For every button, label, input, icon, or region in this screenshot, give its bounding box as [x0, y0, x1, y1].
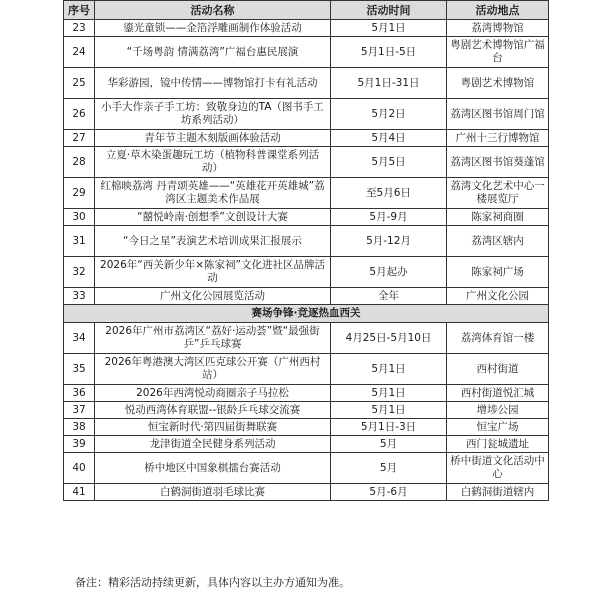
activity-name: 2026年广州市荔湾区“荔好·运动荟”暨“最强街乒”乒乓球赛: [95, 323, 331, 354]
activity-time: 5月1日-31日: [331, 68, 447, 99]
activity-time: 5月: [331, 436, 447, 453]
header-name: 活动名称: [95, 1, 331, 20]
activity-place: 桥中街道文化活动中心: [447, 453, 549, 484]
activity-place: 粤剧艺术博物馆: [447, 68, 549, 99]
activity-place: 恒宝广场: [447, 419, 549, 436]
activity-time: 5月-9月: [331, 209, 447, 226]
row-number: 28: [64, 147, 95, 178]
row-number: 41: [64, 484, 95, 501]
activity-place: 西门瓮城遗址: [447, 436, 549, 453]
section-title: 赛场争锋·竞逐热血西关: [64, 305, 549, 323]
table-row: [64, 385, 549, 402]
activity-name: “囍悦岭南·创想季”文创设计大赛: [95, 209, 331, 226]
table-row: [64, 226, 549, 257]
row-number: 29: [64, 178, 95, 209]
activity-place: 西村街道: [447, 354, 549, 385]
table-row: [64, 37, 549, 68]
activity-time: 5月1日: [331, 402, 447, 419]
activity-place: 荔湾区图书馆周门馆: [447, 99, 549, 130]
row-number: 25: [64, 68, 95, 99]
activity-name: “今日之星”表演艺术培训成果汇报展示: [95, 226, 331, 257]
row-number: 23: [64, 20, 95, 37]
activity-place: 陈家祠广场: [447, 257, 549, 288]
activity-time: 4月25日-5月10日: [331, 323, 447, 354]
activity-time: 全年: [331, 288, 447, 305]
header-time: 活动时间: [331, 1, 447, 20]
activity-name: 龙津街道全民健身系列活动: [95, 436, 331, 453]
table-row: [64, 323, 549, 354]
table-row: [64, 419, 549, 436]
row-number: 33: [64, 288, 95, 305]
table-row: [64, 178, 549, 209]
footnote: 备注：精彩活动持续更新，具体内容以主办方通知为准。: [75, 576, 350, 589]
table-row: [64, 209, 549, 226]
activity-name: 恒宝新时代·第四届街舞联赛: [95, 419, 331, 436]
activity-time: 5月起办: [331, 257, 447, 288]
row-number: 27: [64, 130, 95, 147]
activity-name: 立夏·草木染蛋趣玩工坊（植物科普课堂系列活动）: [95, 147, 331, 178]
row-number: 32: [64, 257, 95, 288]
activity-name: 广州文化公园展览活动: [95, 288, 331, 305]
activity-name: 2026年“西关新少年×陈家祠”文化进社区品牌活动: [95, 257, 331, 288]
activity-place: 荔湾文化艺术中心一楼展览厅: [447, 178, 549, 209]
activity-time: 5月1日-3日: [331, 419, 447, 436]
row-number: 26: [64, 99, 95, 130]
table-row: [64, 354, 549, 385]
activity-time: 5月5日: [331, 147, 447, 178]
header-place: 活动地点: [447, 1, 549, 20]
table-row: [64, 99, 549, 130]
table-row: [64, 68, 549, 99]
activity-name: 2026年粤港澳大湾区匹克球公开赛（广州西村站）: [95, 354, 331, 385]
table-header-row: [64, 1, 549, 20]
row-number: 24: [64, 37, 95, 68]
activity-place: 广州十三行博物馆: [447, 130, 549, 147]
row-number: 35: [64, 354, 95, 385]
table-row: [64, 288, 549, 305]
activity-place: 白鹤洞街道辖内: [447, 484, 549, 501]
header-number: 序号: [64, 1, 95, 20]
activity-place: 荔湾体育馆一楼: [447, 323, 549, 354]
activity-place: 粤剧艺术博物馆广福台: [447, 37, 549, 68]
activity-time: 5月1日-5日: [331, 37, 447, 68]
activity-place: 荔湾区图书馆葵蓬馆: [447, 147, 549, 178]
table-body: [64, 20, 549, 501]
activity-name: “千场粤韵 情满荔湾”广福台惠民展演: [95, 37, 331, 68]
activity-time: 5月1日: [331, 385, 447, 402]
activity-time: 5月: [331, 453, 447, 484]
activity-name: 华彩游园，镜中传情——博物馆打卡有礼活动: [95, 68, 331, 99]
activity-time: 5月-12月: [331, 226, 447, 257]
row-number: 38: [64, 419, 95, 436]
activity-time: 5月4日: [331, 130, 447, 147]
activity-name: 白鹤洞街道羽毛球比赛: [95, 484, 331, 501]
row-number: 36: [64, 385, 95, 402]
activity-place: 广州文化公园: [447, 288, 549, 305]
row-number: 30: [64, 209, 95, 226]
activity-time: 5月2日: [331, 99, 447, 130]
activity-time: 5月1日: [331, 354, 447, 385]
activity-place: 西村街道悦汇城: [447, 385, 549, 402]
table-row: [64, 484, 549, 501]
activity-time: 至5月6日: [331, 178, 447, 209]
row-number: 34: [64, 323, 95, 354]
row-number: 40: [64, 453, 95, 484]
activity-name: 小手大作亲子手工坊：致敬身边的TA（图书手工坊系列活动）: [95, 99, 331, 130]
activity-name: 红棉映荔湾 丹青颂英雄——“英雄花开英雄城”荔湾区主题美术作品展: [95, 178, 331, 209]
activity-table-wrapper: [63, 0, 548, 501]
activity-name: 悦动西湾体育联盟--银龄乒乓球交流赛: [95, 402, 331, 419]
table-row: [64, 453, 549, 484]
row-number: 37: [64, 402, 95, 419]
activity-table: [63, 0, 549, 501]
table-row: [64, 130, 549, 147]
activity-time: 5月1日: [331, 20, 447, 37]
table-row: [64, 257, 549, 288]
activity-time: 5月-6月: [331, 484, 447, 501]
activity-name: 桥中地区中国象棋擂台赛活动: [95, 453, 331, 484]
table-row: [64, 402, 549, 419]
activity-place: 荔湾博物馆: [447, 20, 549, 37]
activity-place: 陈家祠商圈: [447, 209, 549, 226]
table-row: [64, 147, 549, 178]
section-header-row: [64, 305, 549, 323]
table-row: [64, 20, 549, 37]
activity-place: 荔湾区辖内: [447, 226, 549, 257]
activity-name: 青年节主题木刻版画体验活动: [95, 130, 331, 147]
row-number: 39: [64, 436, 95, 453]
activity-name: 鎏光童锁——金箔浮雕画制作体验活动: [95, 20, 331, 37]
table-row: [64, 436, 549, 453]
activity-name: 2026年西湾悦动商圈亲子马拉松: [95, 385, 331, 402]
activity-place: 增埗公园: [447, 402, 549, 419]
row-number: 31: [64, 226, 95, 257]
